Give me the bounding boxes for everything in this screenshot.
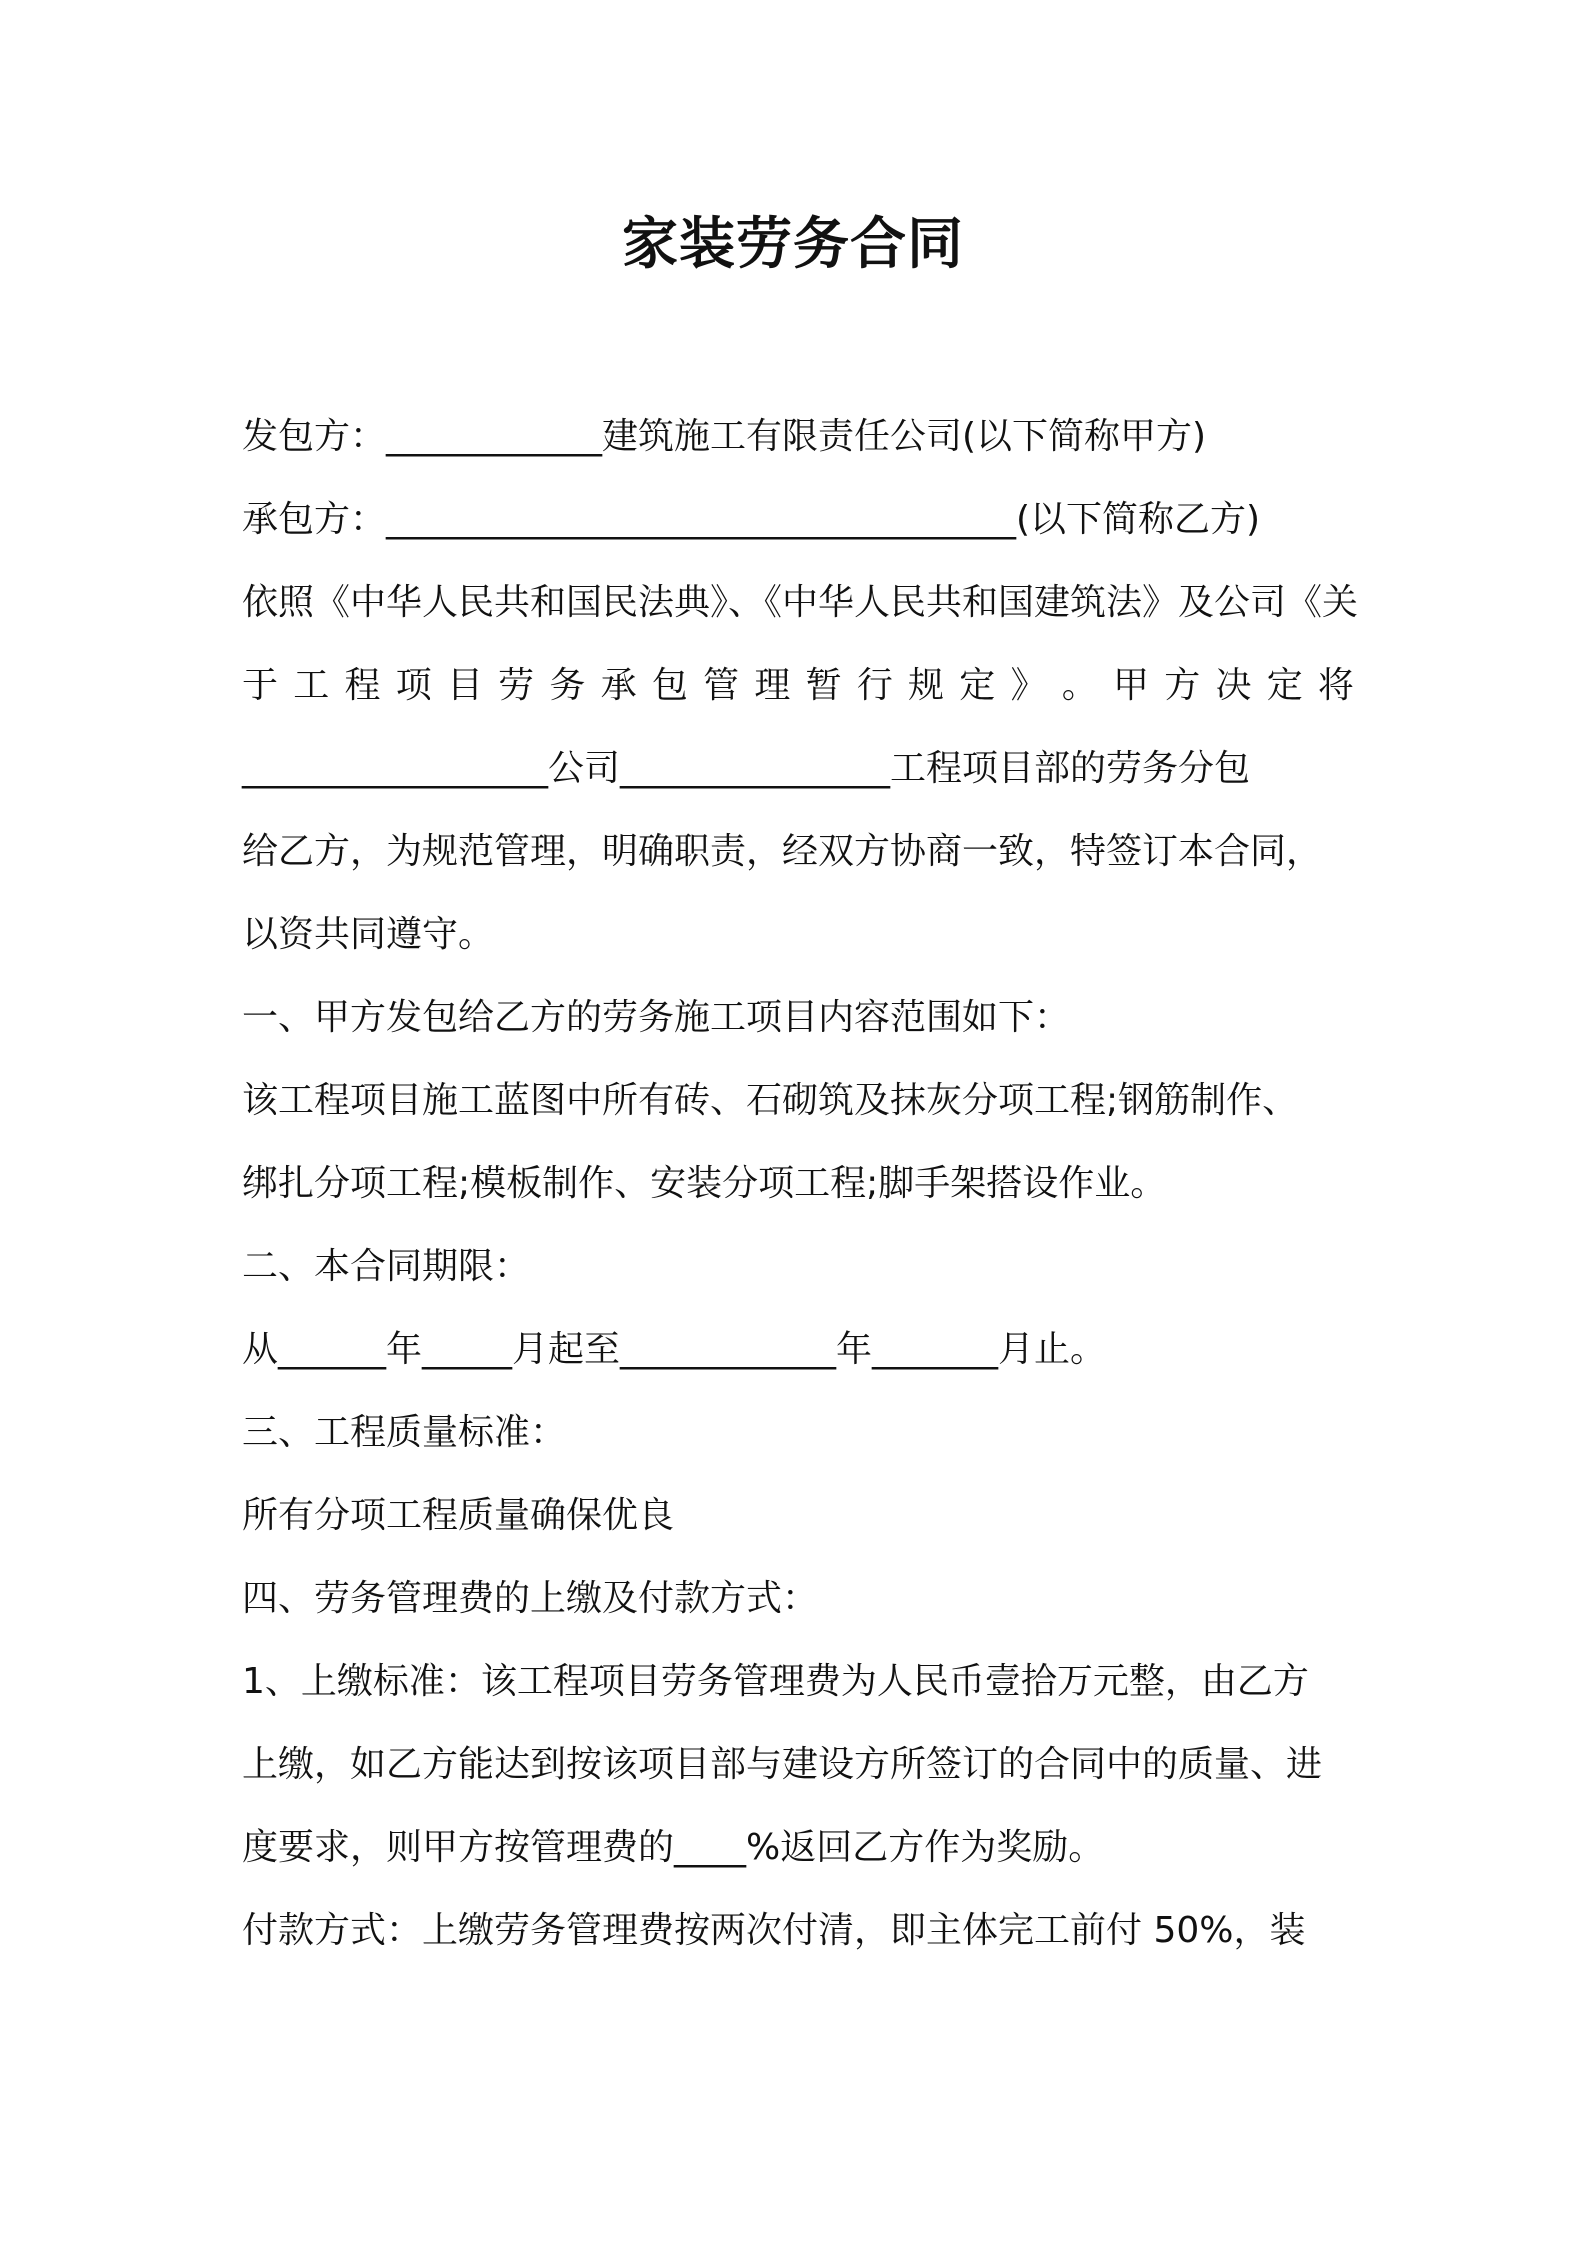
justified-char: 决 xyxy=(1215,665,1252,706)
section-heading: 一、甲方发包给乙方的劳务施工项目内容范围如下： xyxy=(242,997,1071,1038)
justified-char: 行 xyxy=(856,665,893,706)
preamble-line: 给乙方，为规范管理，明确职责，经双方协商一致，特签订本合同， xyxy=(242,831,1323,872)
justified-char: 工 xyxy=(293,665,330,706)
justified-char: 目 xyxy=(446,665,483,706)
section-text: 付款方式：上缴劳务管理费按两次付清，即主体完工前付 50%，装 xyxy=(242,1910,1306,1951)
preamble-line: 以资共同遵守。 xyxy=(242,914,495,955)
justified-char: 理 xyxy=(754,665,791,706)
justified-char: 。 xyxy=(1061,665,1098,706)
justified-char: 劳 xyxy=(498,665,535,706)
justified-char: 定 xyxy=(959,665,996,706)
party-b-line: 承包方：___________________________________(以下简称乙方) xyxy=(242,499,1261,540)
preamble-line-justified xyxy=(242,644,1354,727)
justified-char: 甲 xyxy=(1112,665,1149,706)
justified-char: 包 xyxy=(651,665,688,706)
justified-char: 程 xyxy=(344,665,381,706)
justified-char: 务 xyxy=(549,665,586,706)
justified-char: 方 xyxy=(1164,665,1201,706)
section-text: 上缴，如乙方能达到按该项目部与建设方所签订的合同中的质量、进 xyxy=(242,1744,1323,1785)
justified-char: 于 xyxy=(242,665,279,706)
section-heading: 二、本合同期限： xyxy=(242,1246,531,1287)
justified-char: 将 xyxy=(1317,665,1354,706)
section-text: 该工程项目施工蓝图中所有砖、石砌筑及抹灰分项工程;钢筋制作、 xyxy=(242,1080,1299,1121)
justified-char: 承 xyxy=(600,665,637,706)
party-a-line: 发包方：____________建筑施工有限责任公司(以下简称甲方) xyxy=(242,416,1207,457)
document-title: 家装劳务合同 xyxy=(622,212,964,277)
section-text: 所有分项工程质量确保优良 xyxy=(242,1495,675,1536)
section-text: 度要求，则甲方按管理费的____%返回乙方作为奖励。 xyxy=(242,1827,1105,1868)
justified-char: 定 xyxy=(1266,665,1303,706)
justified-char: 项 xyxy=(395,665,432,706)
preamble-line: _________________公司_______________工程项目部的劳务分包 xyxy=(242,748,1251,789)
section-text: 绑扎分项工程;模板制作、安装分项工程;脚手架搭设作业。 xyxy=(242,1163,1167,1204)
document-body xyxy=(242,395,1359,1972)
justified-char: 暂 xyxy=(805,665,842,706)
justified-char: 规 xyxy=(908,665,945,706)
section-text: 1、上缴标准：该工程项目劳务管理费为人民币壹拾万元整，由乙方 xyxy=(242,1661,1309,1702)
section-heading: 三、工程质量标准： xyxy=(242,1412,567,1453)
justified-char: 》 xyxy=(1010,665,1047,706)
section-text: 从______年_____月起至____________年_______月止。 xyxy=(242,1329,1107,1370)
section-heading: 四、劳务管理费的上缴及付款方式： xyxy=(242,1578,819,1619)
preamble-line: 依照《中华人民共和国民法典》、《中华人民共和国建筑法》及公司《关 xyxy=(242,582,1359,623)
justified-char: 管 xyxy=(703,665,740,706)
